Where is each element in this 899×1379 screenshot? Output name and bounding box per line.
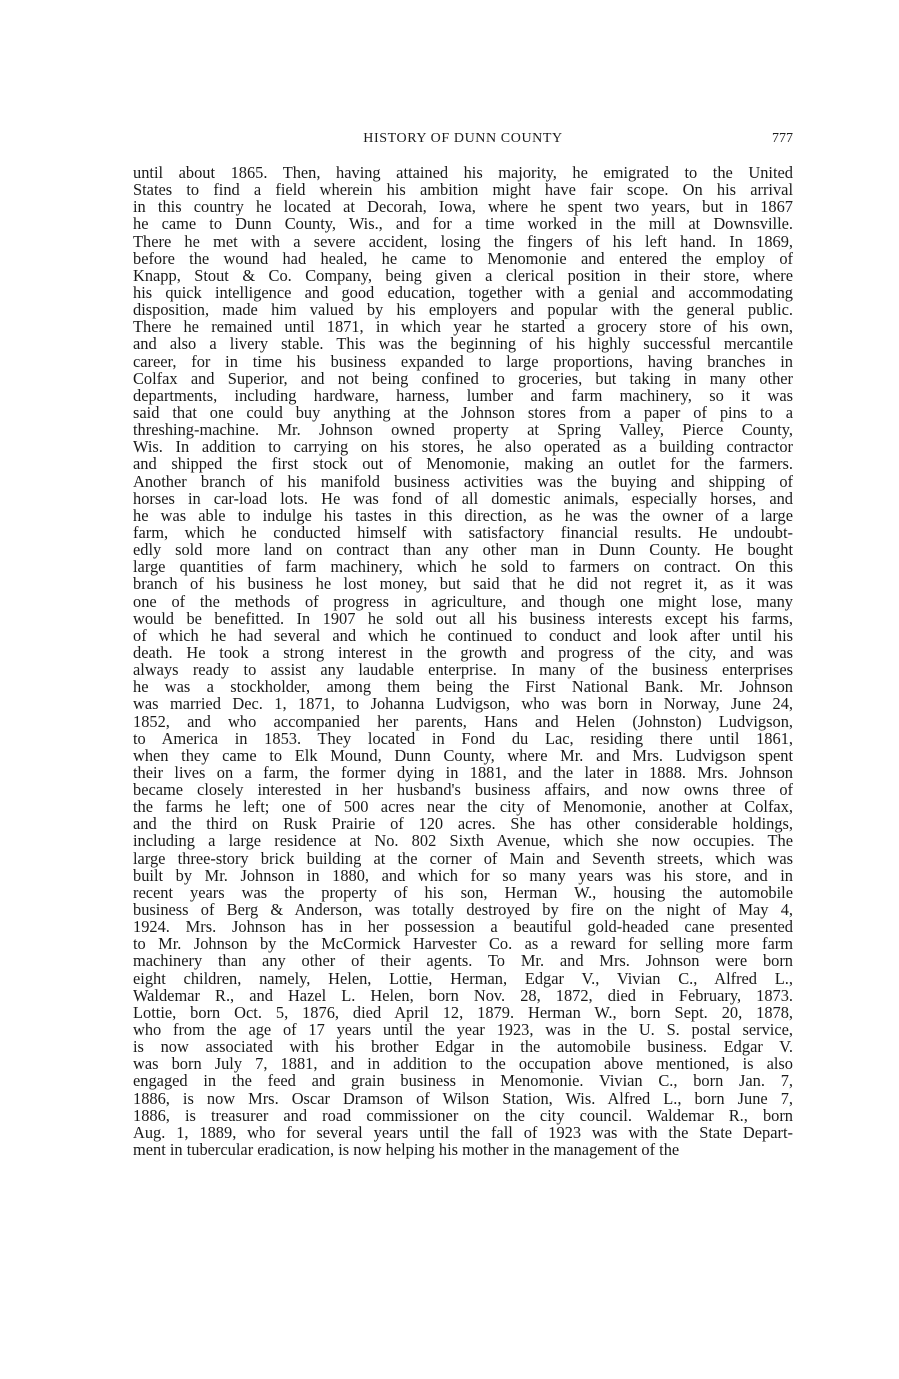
text-line: 1852, and who accompanied her parents, Hans and Helen (Johnston) Ludvigson, [133,711,793,731]
text-line: eight children, namely, Helen, Lottie, Herman, Edgar V., Vivian C., Alfred L., [133,968,793,988]
text-line: Waldemar R., and Hazel L. Helen, born Nov. 28, 1872, died in February, 1873. [133,985,793,1005]
text-line: and shipped the first stock out of Menomonie, making an outlet for the farmers. [133,454,793,474]
text-line: until about 1865. Then, having attained his majority, he emigrated to the United [133,163,793,182]
text-line: branch of his business he lost money, but said that he did not regret it, as it was [133,574,793,594]
text-line: large three-story brick building at the corner of Main and Seventh streets, which was [133,848,793,868]
text-line: built by Mr. Johnson in 1880, and which for so many years was his store, and in [133,865,793,885]
running-head [133,131,793,151]
text-line: and also a livery stable. This was the beginning of his highly successful mercantile [133,334,793,354]
text-line: Knapp, Stout & Co. Company, being given a clerical position in their store, where [133,265,793,285]
text-line: large quantities of farm machinery, which he sold to farmers on contract. On this [133,557,793,577]
text-line: horses in car-load lots. He was fond of all domestic animals, especially horses, and [133,488,793,508]
text-line: he came to Dunn County, Wis., and for a time worked in the mill at Downsville. [133,214,793,234]
text-line: engaged in the feed and grain business in Menomonie. Vivian C., born Jan. 7, [133,1071,793,1091]
text-line: There he remained until 1871, in which year he started a grocery store of his own, [133,317,793,337]
text-line: he was a stockholder, among them being the First National Bank. Mr. Johnson [133,677,793,697]
text-line: before the wound had healed, he came to Menomonie and entered the employ of [133,248,793,268]
text-line: is now associated with his brother Edgar in the automobile business. Edgar V. [133,1037,793,1057]
text-line: edly sold more land on contract than any other man in Dunn County. He bought [133,540,793,560]
text-line: when they came to Elk Mound, Dunn County, where Mr. and Mrs. Ludvigson spent [133,745,793,765]
text-line: was born July 7, 1881, and in addition to the occupation above mentioned, is also [133,1054,793,1074]
text-line: Wis. In addition to carrying on his stores, he also operated as a building contractor [133,437,793,457]
text-line: the farms he left; one of 500 acres near the city of Menomonie, another at Colfax, [133,797,793,817]
text-line: in this country he located at Decorah, Iowa, where he spent two years, but in 1867 [133,197,793,217]
text-line: their lives on a farm, the former dying in 1881, and the later in 1888. Mrs. Johnson [133,762,793,782]
text-line: his quick intelligence and good education, together with a genial and accommodating [133,282,793,302]
text-line: who from the age of 17 years until the year 1923, was in the U. S. postal service, [133,1020,793,1040]
text-line: Another branch of his manifold business activities was the buying and shipping of [133,471,793,491]
text-line: Colfax and Superior, and not being confined to groceries, but taking in many other [133,368,793,388]
text-line: he was able to indulge his tastes in this direction, as he was the owner of a large [133,505,793,525]
text-line: 1924. Mrs. Johnson has in her possession a beautiful gold-headed cane presented [133,917,793,937]
body-text [133,164,793,1158]
text-line: career, for in time his business expanded to large proportions, having branches in [133,351,793,371]
running-title: HISTORY OF DUNN COUNTY [363,131,563,146]
text-line: of which he had several and which he continued to conduct and look after until his [133,625,793,645]
text-line: including a large residence at No. 802 Sixth Avenue, which she now occupies. The [133,831,793,851]
text-line: to Mr. Johnson by the McCormick Harvester Co. as a reward for selling more farm [133,934,793,954]
text-line: disposition, made him valued by his employers and popular with the general public. [133,300,793,320]
text-line: machinery than any other of their agents. To Mr. and Mrs. Johnson were born [133,951,793,971]
text-line: 1886, is now Mrs. Oscar Dramson of Wilson Station, Wis. Alfred L., born June 7, [133,1088,793,1108]
text-line: farm, which he conducted himself with satisfactory financial results. He undoubt- [133,522,793,542]
text-line: Aug. 1, 1889, who for several years until the fall of 1923 was with the State Depart- [133,1122,793,1142]
page-number: 777 [772,131,793,146]
text-line: States to find a field wherein his ambition might have fair scope. On his arrival [133,180,793,200]
text-line: death. He took a strong interest in the growth and progress of the city, and was [133,642,793,662]
text-line: 1886, is treasurer and road commissioner on the city council. Waldemar R., born [133,1105,793,1125]
text-line: ment in tubercular eradication, is now helping his mother in the management of the [133,1140,680,1160]
text-line: would be benefitted. In 1907 he sold out all his business interests except his farms, [133,608,793,628]
text-line: was married Dec. 1, 1871, to Johanna Ludvigson, who was born in Norway, June 24, [133,694,793,714]
text-line: recent years was the property of his son, Herman W., housing the automobile [133,882,793,902]
text-line: departments, including hardware, harness, lumber and farm machinery, so it was [133,385,793,405]
text-line: always ready to assist any laudable enterprise. In many of the business enterprises [133,660,793,680]
text-line: Lottie, born Oct. 5, 1876, died April 12, 1879. Herman W., born Sept. 20, 1878, [133,1002,793,1022]
text-line: one of the methods of progress in agriculture, and though one might lose, many [133,591,793,611]
text-line: business of Berg & Anderson, was totally destroyed by fire on the night of May 4, [133,900,793,920]
text-line: and the third on Rusk Prairie of 120 acres. She has other considerable holdings, [133,814,793,834]
text-line: There he met with a severe accident, losing the fingers of his left hand. In 1869, [133,231,793,251]
text-line: said that one could buy anything at the Johnson stores from a paper of pins to a [133,402,793,422]
text-line: threshing-machine. Mr. Johnson owned property at Spring Valley, Pierce County, [133,420,793,440]
text-line: became closely interested in her husband's business affairs, and now owns three of [133,780,793,800]
text-line: to America in 1853. They located in Fond du Lac, residing there until 1861, [133,728,793,748]
